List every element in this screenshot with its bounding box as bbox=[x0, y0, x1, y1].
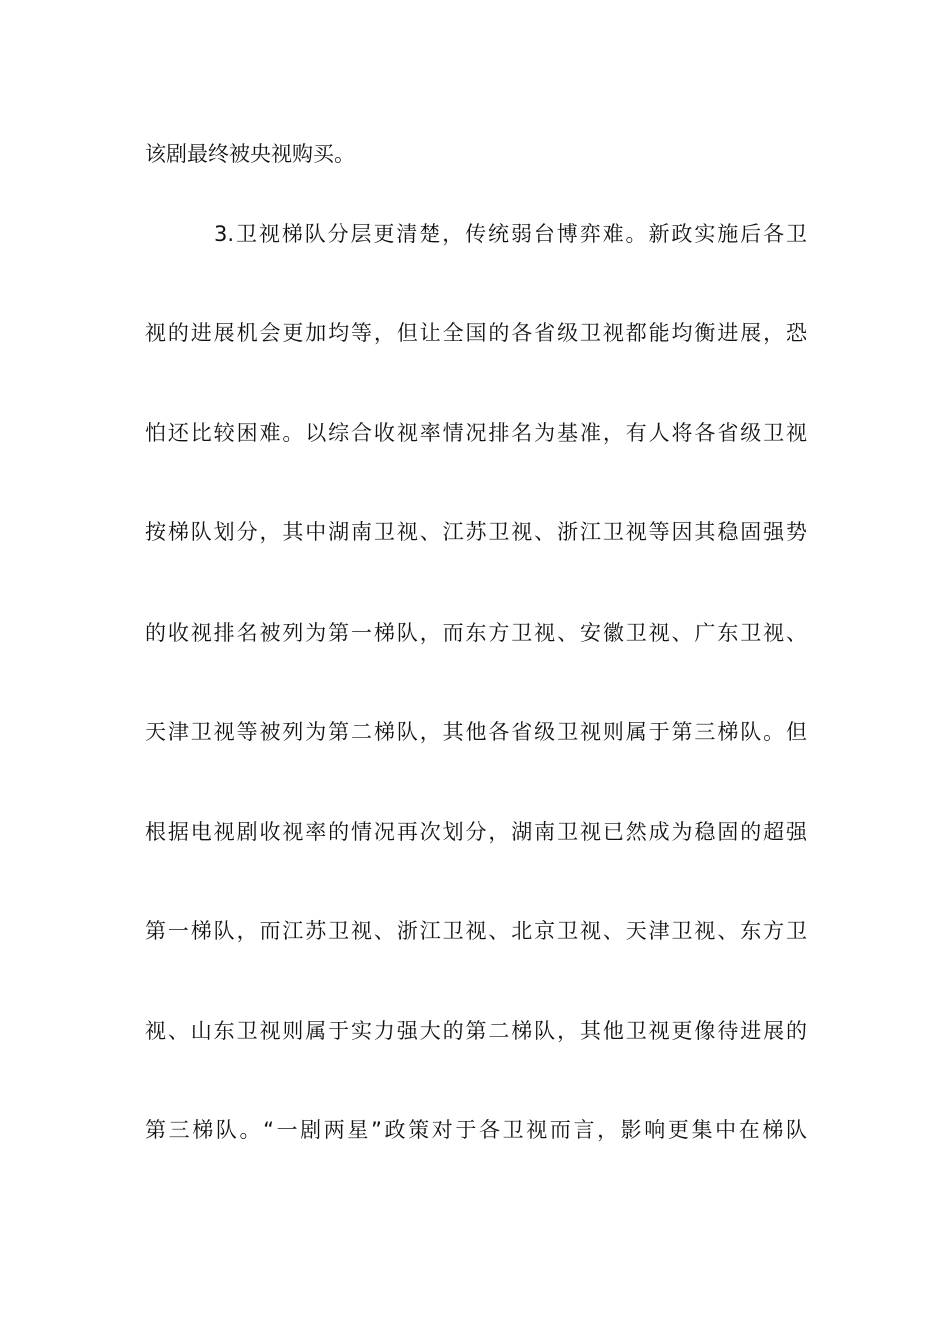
text-line: 第三梯队。“一剧两星”政策对于各卫视而言，影响更集中在梯队 bbox=[145, 1118, 807, 1142]
text-line: 视的进展机会更加均等，但让全国的各省级卫视都能均衡进展，恐 bbox=[145, 321, 807, 345]
text-line: 视、山东卫视则属于实力强大的第二梯队，其他卫视更像待进展的 bbox=[145, 1019, 807, 1043]
paragraph-first-line: 3.卫视梯队分层更清楚，传统弱台博弈难。新政实施后各卫 bbox=[214, 222, 807, 246]
text-line: 天津卫视等被列为第二梯队，其他各省级卫视则属于第三梯队。但 bbox=[145, 720, 807, 744]
text-line: 根据电视剧收视率的情况再次划分，湖南卫视已然成为稳固的超强 bbox=[145, 820, 807, 844]
text-line: 该剧最终被央视购买。 bbox=[145, 142, 355, 166]
text-line: 怕还比较困难。以综合收视率情况排名为基准，有人将各省级卫视 bbox=[145, 421, 807, 445]
text-line: 按梯队划分，其中湖南卫视、江苏卫视、浙江卫视等因其稳固强势 bbox=[145, 520, 807, 544]
text-line: 第一梯队，而江苏卫视、浙江卫视、北京卫视、天津卫视、东方卫 bbox=[145, 919, 807, 943]
text-line: 的收视排名被列为第一梯队，而东方卫视、安徽卫视、广东卫视、 bbox=[145, 621, 807, 645]
